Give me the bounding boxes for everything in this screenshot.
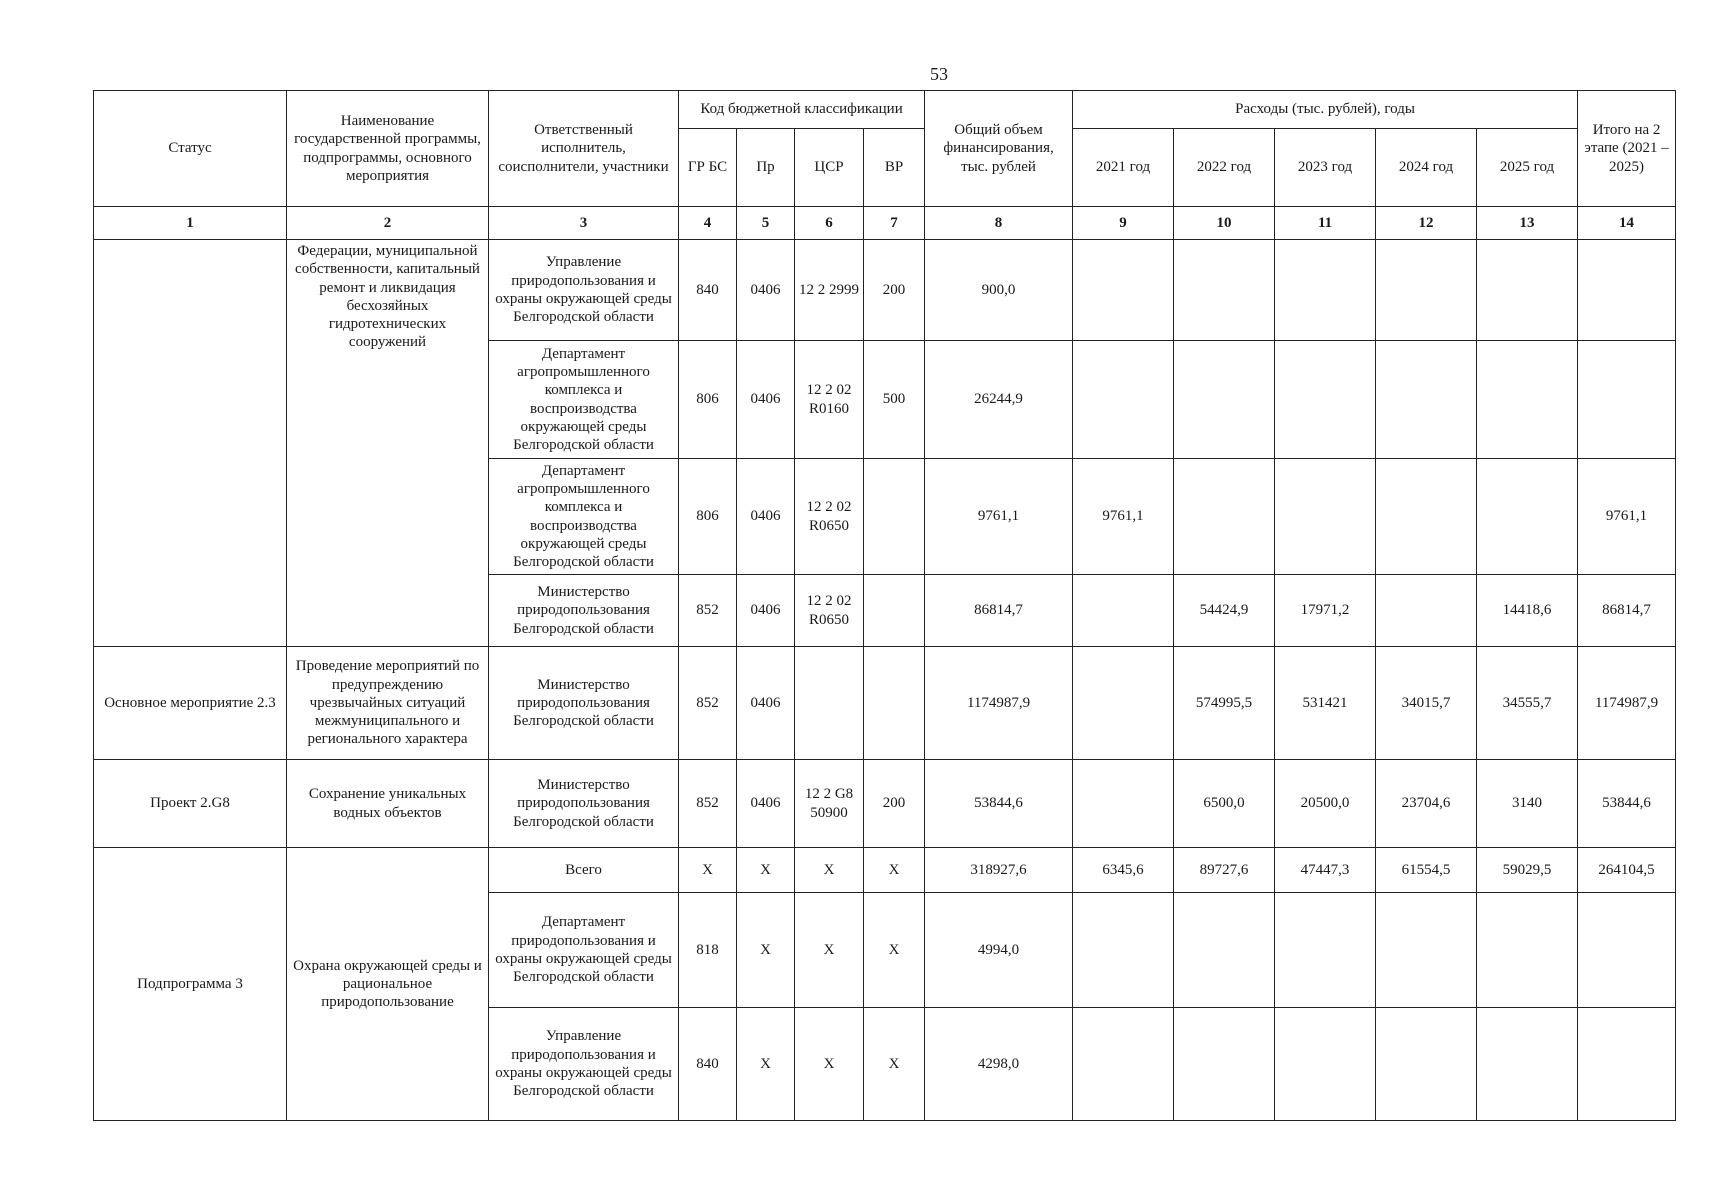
year-2022-cell bbox=[1174, 341, 1275, 459]
vr-cell bbox=[864, 647, 925, 760]
table-row bbox=[94, 240, 1676, 341]
year-2024-cell bbox=[1376, 459, 1477, 575]
stage-total-cell: 9761,1 bbox=[1578, 459, 1676, 575]
pr-cell: 0406 bbox=[737, 647, 795, 760]
col-number: 3 bbox=[489, 207, 679, 240]
year-2021-cell: 6345,6 bbox=[1073, 848, 1174, 893]
grbs-cell: 806 bbox=[679, 341, 737, 459]
status-cell bbox=[94, 240, 287, 647]
year-2024-cell bbox=[1376, 1008, 1477, 1121]
year-2024-cell bbox=[1376, 341, 1477, 459]
executor-cell: Министерство природопользования Белгородской области bbox=[489, 647, 679, 760]
vr-cell: X bbox=[864, 848, 925, 893]
col-number: 12 bbox=[1376, 207, 1477, 240]
header-expenses: Расходы (тыс. рублей), годы bbox=[1073, 91, 1578, 129]
pr-cell: 0406 bbox=[737, 760, 795, 848]
header-year-2021: 2021 год bbox=[1073, 129, 1174, 207]
year-2023-cell: 531421 bbox=[1275, 647, 1376, 760]
year-2021-cell: 9761,1 bbox=[1073, 459, 1174, 575]
year-2025-cell: 34555,7 bbox=[1477, 647, 1578, 760]
year-2021-cell bbox=[1073, 575, 1174, 647]
year-2021-cell bbox=[1073, 893, 1174, 1008]
year-2025-cell: 59029,5 bbox=[1477, 848, 1578, 893]
year-2022-cell bbox=[1174, 459, 1275, 575]
stage-total-cell bbox=[1578, 1008, 1676, 1121]
year-2022-cell bbox=[1174, 240, 1275, 341]
year-2024-cell bbox=[1376, 893, 1477, 1008]
header-program-name: Наименование государственной программы, подпрограммы, основного мероприятия bbox=[287, 91, 489, 207]
csr-cell: 12 2 2999 bbox=[795, 240, 864, 341]
grbs-cell: 840 bbox=[679, 1008, 737, 1121]
stage-total-cell: 86814,7 bbox=[1578, 575, 1676, 647]
col-number: 7 bbox=[864, 207, 925, 240]
col-number: 4 bbox=[679, 207, 737, 240]
executor-cell: Министерство природопользования Белгородской области bbox=[489, 760, 679, 848]
vr-cell bbox=[864, 575, 925, 647]
pr-cell: 0406 bbox=[737, 575, 795, 647]
executor-cell: Министерство природопользования Белгородской области bbox=[489, 575, 679, 647]
col-number: 2 bbox=[287, 207, 489, 240]
year-2022-cell: 54424,9 bbox=[1174, 575, 1275, 647]
csr-cell: 12 2 02 R0650 bbox=[795, 459, 864, 575]
total-cell: 1174987,9 bbox=[925, 647, 1073, 760]
grbs-cell: 818 bbox=[679, 893, 737, 1008]
total-cell: 9761,1 bbox=[925, 459, 1073, 575]
year-2022-cell bbox=[1174, 893, 1275, 1008]
stage-total-cell: 1174987,9 bbox=[1578, 647, 1676, 760]
csr-cell: 12 2 02 R0650 bbox=[795, 575, 864, 647]
stage-total-cell bbox=[1578, 893, 1676, 1008]
vr-cell: X bbox=[864, 893, 925, 1008]
year-2022-cell: 6500,0 bbox=[1174, 760, 1275, 848]
year-2025-cell bbox=[1477, 1008, 1578, 1121]
header-executor: Ответственный исполнитель, соисполнители, участники bbox=[489, 91, 679, 207]
executor-cell: Департамент агропромышленного комплекса и воспроизводства окружающей среды Белгородской области bbox=[489, 459, 679, 575]
pr-cell: X bbox=[737, 848, 795, 893]
status-cell: Проект 2.G8 bbox=[94, 760, 287, 848]
header-year-2025: 2025 год bbox=[1477, 129, 1578, 207]
year-2023-cell: 47447,3 bbox=[1275, 848, 1376, 893]
year-2021-cell bbox=[1073, 760, 1174, 848]
total-cell: 4298,0 bbox=[925, 1008, 1073, 1121]
year-2024-cell bbox=[1376, 240, 1477, 341]
year-2025-cell: 3140 bbox=[1477, 760, 1578, 848]
program-name-cell: Сохранение уникальных водных объектов bbox=[287, 760, 489, 848]
status-cell: Подпрограмма 3 bbox=[94, 848, 287, 1121]
table-row bbox=[94, 760, 1676, 848]
year-2025-cell bbox=[1477, 240, 1578, 341]
pr-cell: 0406 bbox=[737, 341, 795, 459]
year-2025-cell bbox=[1477, 893, 1578, 1008]
table-row bbox=[94, 647, 1676, 760]
status-cell: Основное мероприятие 2.3 bbox=[94, 647, 287, 760]
stage-total-cell: 53844,6 bbox=[1578, 760, 1676, 848]
program-name-cell: Охрана окружающей среды и рациональное природопользование bbox=[287, 848, 489, 1121]
csr-cell: X bbox=[795, 848, 864, 893]
executor-cell: Управление природопользования и охраны окружающей среды Белгородской области bbox=[489, 240, 679, 341]
header-year-2023: 2023 год bbox=[1275, 129, 1376, 207]
header-pr: Пр bbox=[737, 129, 795, 207]
year-2024-cell: 23704,6 bbox=[1376, 760, 1477, 848]
csr-cell: X bbox=[795, 1008, 864, 1121]
year-2021-cell bbox=[1073, 341, 1174, 459]
year-2023-cell bbox=[1275, 341, 1376, 459]
year-2021-cell bbox=[1073, 240, 1174, 341]
executor-cell: Управление природопользования и охраны окружающей среды Белгородской области bbox=[489, 1008, 679, 1121]
vr-cell bbox=[864, 459, 925, 575]
pr-cell: X bbox=[737, 893, 795, 1008]
pr-cell: 0406 bbox=[737, 459, 795, 575]
year-2025-cell bbox=[1477, 459, 1578, 575]
year-2021-cell bbox=[1073, 647, 1174, 760]
csr-cell bbox=[795, 647, 864, 760]
program-name-cell: Проведение мероприятий по предупреждению чрезвычайных ситуаций межмуниципального и регионального характера bbox=[287, 647, 489, 760]
pr-cell: X bbox=[737, 1008, 795, 1121]
csr-cell: 12 2 G8 50900 bbox=[795, 760, 864, 848]
grbs-cell: X bbox=[679, 848, 737, 893]
year-2023-cell bbox=[1275, 240, 1376, 341]
col-number: 9 bbox=[1073, 207, 1174, 240]
header-total-volume: Общий объем финансирования, тыс. рублей bbox=[925, 91, 1073, 207]
vr-cell: 200 bbox=[864, 240, 925, 341]
year-2024-cell: 61554,5 bbox=[1376, 848, 1477, 893]
total-cell: 26244,9 bbox=[925, 341, 1073, 459]
vr-cell: 500 bbox=[864, 341, 925, 459]
total-cell: 86814,7 bbox=[925, 575, 1073, 647]
page-number: 53 bbox=[930, 64, 948, 84]
budget-table bbox=[93, 90, 1676, 1121]
vr-cell: X bbox=[864, 1008, 925, 1121]
total-cell: 900,0 bbox=[925, 240, 1073, 341]
year-2022-cell: 574995,5 bbox=[1174, 647, 1275, 760]
total-cell: 318927,6 bbox=[925, 848, 1073, 893]
col-number: 14 bbox=[1578, 207, 1676, 240]
executor-cell: Департамент агропромышленного комплекса и воспроизводства окружающей среды Белгородской области bbox=[489, 341, 679, 459]
header-budget-code: Код бюджетной классификации bbox=[679, 91, 925, 129]
csr-cell: 12 2 02 R0160 bbox=[795, 341, 864, 459]
executor-cell: Всего bbox=[489, 848, 679, 893]
col-number: 6 bbox=[795, 207, 864, 240]
pr-cell: 0406 bbox=[737, 240, 795, 341]
grbs-cell: 852 bbox=[679, 647, 737, 760]
header-vr: ВР bbox=[864, 129, 925, 207]
stage-total-cell bbox=[1578, 240, 1676, 341]
vr-cell: 200 bbox=[864, 760, 925, 848]
year-2025-cell bbox=[1477, 341, 1578, 459]
year-2023-cell: 17971,2 bbox=[1275, 575, 1376, 647]
grbs-cell: 852 bbox=[679, 575, 737, 647]
header-csr: ЦСР bbox=[795, 129, 864, 207]
grbs-cell: 806 bbox=[679, 459, 737, 575]
col-number: 13 bbox=[1477, 207, 1578, 240]
col-number: 5 bbox=[737, 207, 795, 240]
year-2022-cell: 89727,6 bbox=[1174, 848, 1275, 893]
year-2022-cell bbox=[1174, 1008, 1275, 1121]
grbs-cell: 840 bbox=[679, 240, 737, 341]
header-grbs: ГР БС bbox=[679, 129, 737, 207]
year-2024-cell: 34015,7 bbox=[1376, 647, 1477, 760]
header-stage-total: Итого на 2 этапе (2021 – 2025) bbox=[1578, 91, 1676, 207]
total-cell: 53844,6 bbox=[925, 760, 1073, 848]
col-number: 10 bbox=[1174, 207, 1275, 240]
grbs-cell: 852 bbox=[679, 760, 737, 848]
year-2023-cell bbox=[1275, 1008, 1376, 1121]
total-cell: 4994,0 bbox=[925, 893, 1073, 1008]
stage-total-cell: 264104,5 bbox=[1578, 848, 1676, 893]
header-status: Статус bbox=[94, 91, 287, 207]
col-number: 8 bbox=[925, 207, 1073, 240]
table-row bbox=[94, 848, 1676, 893]
executor-cell: Департамент природопользования и охраны окружающей среды Белгородской области bbox=[489, 893, 679, 1008]
year-2021-cell bbox=[1073, 1008, 1174, 1121]
year-2023-cell bbox=[1275, 459, 1376, 575]
col-number: 1 bbox=[94, 207, 287, 240]
program-name-cell: Федерации, муниципальной собственности, капитальный ремонт и ликвидация бесхозяйных гидротехнических сооружений bbox=[287, 240, 489, 647]
csr-cell: X bbox=[795, 893, 864, 1008]
year-2023-cell bbox=[1275, 893, 1376, 1008]
stage-total-cell bbox=[1578, 341, 1676, 459]
header-year-2022: 2022 год bbox=[1174, 129, 1275, 207]
year-2025-cell: 14418,6 bbox=[1477, 575, 1578, 647]
year-2023-cell: 20500,0 bbox=[1275, 760, 1376, 848]
header-year-2024: 2024 год bbox=[1376, 129, 1477, 207]
col-number: 11 bbox=[1275, 207, 1376, 240]
year-2024-cell bbox=[1376, 575, 1477, 647]
